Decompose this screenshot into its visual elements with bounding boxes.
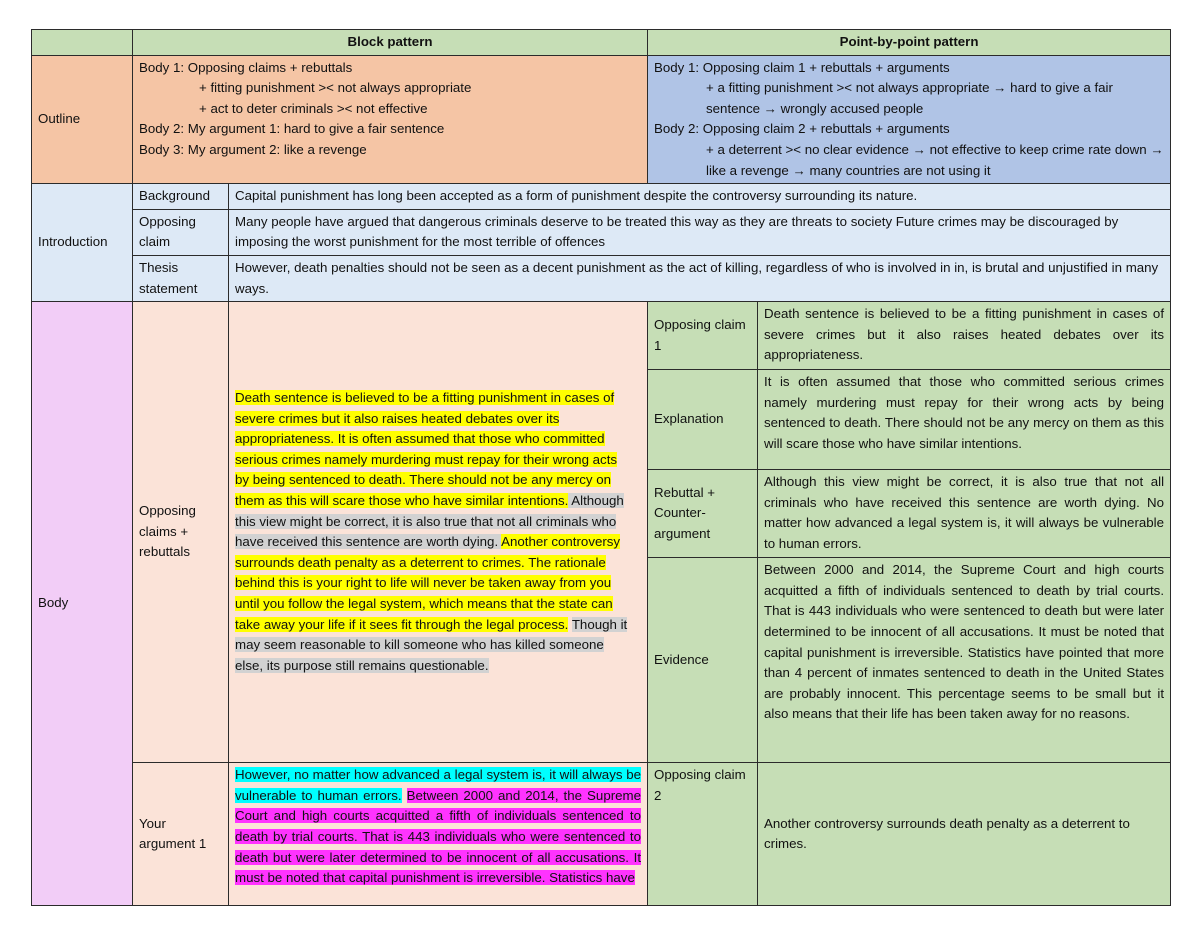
intro-opposing-text: Many people have argued that dangerous criminals deserve to be treated this way as they are threats to society Future crimes may be discouraged by imposing the worst punishment for the most terrible of offences — [229, 209, 1171, 255]
point-label: Opposing claim 2 — [648, 763, 758, 906]
point-text: It is often assumed that those who committed serious crimes namely murdering must repay for their wrong acts by being sentenced to death. There should not be any mercy on them as this will scare those who have similar intentions. — [758, 370, 1171, 470]
outline-point-line: + a fitting punishment >< not always appropriate → hard to give a fair sentence → wrongly accused people — [706, 80, 1113, 116]
point-label: Opposing claim 1 — [648, 302, 758, 370]
essay-pattern-table — [31, 29, 1171, 906]
opposing-claims-text — [229, 302, 648, 763]
opposing-claims-paragraph — [235, 388, 641, 676]
body-row-5 — [32, 763, 1171, 906]
intro-thesis-label: Thesis statement — [133, 255, 229, 301]
header-row — [32, 30, 1171, 56]
header-point-pattern: Point-by-point pattern — [648, 30, 1171, 56]
point-text: Although this view might be correct, it is also true that not all criminals who have received this sentence are worth dying. No matter how advanced a legal system is, it will always be vulnerable to human errors. — [758, 470, 1171, 558]
outline-block-cell — [133, 55, 648, 184]
outline-block-line: + act to deter criminals >< not effective — [199, 100, 428, 116]
point-text: Another controversy surrounds death penalty as a deterrent to crimes. — [758, 763, 1171, 906]
highlighted-segment: Although this view might be correct, it is also true that not all criminals who have received this sentence are worth dying. — [235, 492, 624, 550]
point-label: Evidence — [648, 558, 758, 763]
highlighted-segment: It is often assumed that those who committed serious crimes namely murdering must repay for their wrong acts by being sentenced to death. There should not be any mercy on them as this will scare those who have similar intentions. — [235, 431, 618, 508]
outline-point-line: Body 1: Opposing claim 1 + rebuttals + arguments — [654, 59, 950, 75]
opposing-claims-label: Opposing claims + rebuttals — [133, 302, 229, 763]
header-empty — [32, 30, 133, 56]
outline-point-cell — [648, 55, 1171, 184]
outline-block-line: + fitting punishment >< not always appropriate — [199, 80, 472, 96]
intro-thesis-text: However, death penalties should not be seen as a decent punishment as the act of killing, regardless of who is involved in in, is brutal and unjustified in many ways. — [229, 255, 1171, 301]
highlighted-segment: Though it may seem reasonable to kill someone who has killed someone else, its purpose still remains questionable. — [235, 616, 628, 673]
highlighted-segment: The rationale behind this is your right to life will never be taken away from you until you follow the legal system, which means that the state can take away your life if it sees fit through the legal process. — [235, 554, 613, 632]
highlighted-segment: Between 2000 and 2014, the Supreme Court and high courts acquitted a fifth of individuals sentenced to death by trial courts. That is 443 individuals who were sentenced to death but were later determined to be innocent of all accusations. It must be noted that capital punishment is irreversible. Statistics have — [235, 787, 642, 886]
introduction-label: Introduction — [32, 184, 133, 302]
point-text: Between 2000 and 2014, the Supreme Court and high courts acquitted a fifth of individuals sentenced to death by trial courts. That is 443 individuals who were sentenced to death but were later determined to be innocent of all accusations. It must be noted that capital punishment is irreversible. Statistics have pointed that more than 4 percent of inmates sentenced to death in the United States are probably innocent. This percentage seems to be small but it also means that their life has been taken away for no reasons. — [758, 558, 1171, 763]
intro-row-background — [32, 184, 1171, 210]
highlighted-segment: Another controversy surrounds death penalty as a deterrent to crimes. — [235, 534, 621, 570]
point-text: Death sentence is believed to be a fitting punishment in cases of severe crimes but it also raises heated debates over its appropriateness. — [758, 302, 1171, 370]
outline-point-line: + a deterrent >< no clear evidence → not effective to keep crime rate down → like a revenge → many countries are not using it — [706, 141, 1164, 178]
body-row-1 — [32, 302, 1171, 370]
point-label: Rebuttal + Counter-argument — [648, 470, 758, 558]
outline-point-line: Body 2: Opposing claim 2 + rebuttals + arguments — [654, 121, 950, 137]
header-block-pattern: Block pattern — [133, 30, 648, 56]
your-argument-1-label: Your argument 1 — [133, 763, 229, 906]
highlighted-segment: However, no matter how advanced a legal system is, it will always be vulnerable to human errors. — [235, 767, 642, 803]
intro-row-opposing — [32, 209, 1171, 255]
outline-block-line: Body 3: My argument 2: like a revenge — [139, 141, 367, 157]
outline-row — [32, 55, 1171, 184]
your-argument-1-paragraph — [235, 765, 641, 889]
body-label: Body — [32, 302, 133, 906]
highlighted-segment — [402, 788, 407, 803]
intro-background-label: Background — [133, 184, 229, 210]
your-argument-1-text — [229, 763, 648, 906]
intro-background-text: Capital punishment has long been accepted as a form of punishment despite the controversy surrounding its nature. — [229, 184, 1171, 210]
intro-row-thesis — [32, 255, 1171, 301]
outline-label: Outline — [32, 55, 133, 184]
highlighted-segment: Death sentence is believed to be a fitting punishment in cases of severe crimes but it also raises heated debates over its appropriateness. — [235, 389, 615, 447]
outline-block-line: Body 1: Opposing claims + rebuttals — [139, 59, 353, 75]
point-label: Explanation — [648, 370, 758, 470]
outline-block-line: Body 2: My argument 1: hard to give a fair sentence — [139, 121, 445, 137]
intro-opposing-label: Opposing claim — [133, 209, 229, 255]
